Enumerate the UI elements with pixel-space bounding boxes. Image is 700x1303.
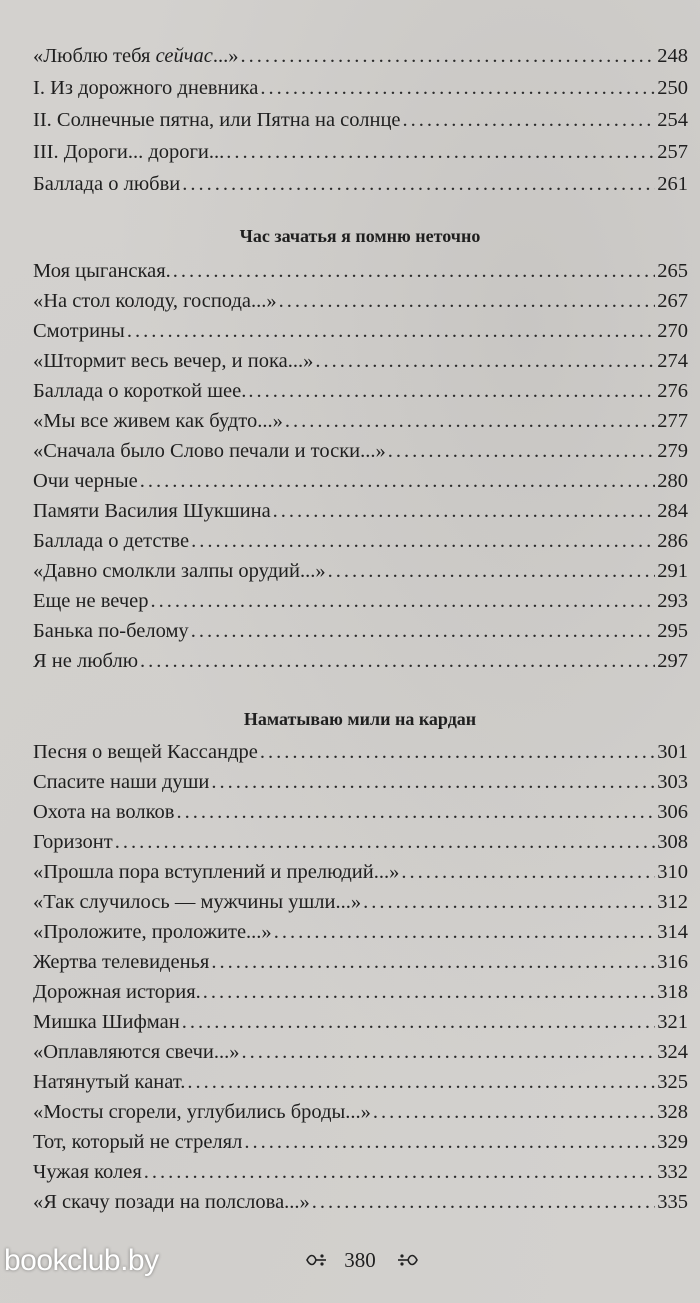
toc-entry-page: 295: [657, 620, 688, 642]
toc-leader-dots: [248, 375, 655, 407]
toc-leader-dots: [115, 826, 656, 858]
toc-entry: [33, 826, 688, 858]
toc-entry-title: «Сначала было Слово печали и тоски...»: [33, 440, 386, 462]
toc-entry-title: Чужая колея: [33, 1161, 142, 1183]
toc-entry: [33, 136, 688, 168]
toc-entry-title: Очи черные: [33, 470, 138, 492]
toc-entry-page: 291: [657, 560, 688, 582]
toc-entry-title: Охота на волков: [33, 801, 175, 823]
toc-entry-title: Смотрины: [33, 320, 125, 342]
toc-entry-title: Я не люблю: [33, 650, 139, 672]
toc-leader-dots: [144, 1156, 655, 1188]
toc-entry-page: 328: [657, 1101, 688, 1123]
toc-entry-title: «Давно смолкли залпы орудий...»: [33, 560, 326, 582]
toc-entry-page: 257: [657, 141, 688, 163]
toc-entry-page: 329: [657, 1131, 688, 1153]
toc-entry: [33, 435, 688, 467]
toc-entry: [33, 285, 688, 317]
toc-entry-page: 303: [657, 771, 688, 793]
toc-entry: [33, 976, 688, 1008]
toc-leader-dots: [315, 345, 655, 377]
toc-leader-dots: [187, 1066, 655, 1098]
toc-leader-dots: [388, 435, 655, 467]
toc-entry: [33, 736, 688, 768]
toc-entry: [33, 465, 688, 497]
toc-entry-page: 280: [657, 470, 688, 492]
toc-entry: [33, 1096, 688, 1128]
toc-leader-dots: [363, 886, 655, 918]
toc-entry-title: «Штормит весь вечер, и пока...»: [33, 350, 314, 372]
section-heading: Час зачатья я помню неточно: [239, 226, 481, 246]
toc-entry-page: 324: [657, 1041, 688, 1063]
toc-entry-page: 274: [657, 350, 688, 372]
toc-leader-dots: [285, 405, 655, 437]
toc-entry-page: 248: [657, 45, 688, 67]
toc-entry: [33, 1066, 688, 1098]
toc-entry-title: Баллада о короткой шее.: [33, 380, 247, 402]
toc-entry-page: 310: [657, 861, 688, 883]
toc-leader-dots: [328, 555, 656, 587]
toc-entry: [33, 104, 688, 136]
toc-entry: [33, 255, 688, 287]
toc-leader-dots: [176, 796, 655, 828]
toc-entry-title: Еще не вечер: [33, 590, 149, 612]
toc-leader-dots: [279, 285, 656, 317]
toc-entry: [33, 495, 688, 527]
toc-entry-page: 276: [657, 380, 688, 402]
toc-leader-dots: [373, 1096, 655, 1128]
toc-entry-page: 250: [657, 77, 688, 99]
toc-leader-dots: [203, 976, 655, 1008]
toc-entry-title: Песня о вещей Кассандре: [33, 741, 258, 763]
toc-entry: [33, 1006, 688, 1038]
toc-entry-page: 308: [657, 831, 688, 853]
toc-entry-page: 335: [657, 1191, 688, 1213]
toc-entry: [33, 555, 688, 587]
toc-entry-title: «Оплавляются свечи...»: [33, 1041, 240, 1063]
section-heading: Наматываю мили на кардан: [243, 709, 477, 729]
toc-entry-page: 325: [657, 1071, 688, 1093]
toc-entry: [33, 1156, 688, 1188]
toc-entry: [33, 766, 688, 798]
toc-entry-page: 293: [657, 590, 688, 612]
toc-entry: [33, 856, 688, 888]
toc-entry-title: Спасите наши души: [33, 771, 210, 793]
toc-entry-page: 265: [657, 260, 688, 282]
toc-entry-title: Баллада о детстве: [33, 530, 190, 552]
toc-leader-dots: [127, 315, 655, 347]
toc-entry-title: «Прошла пора вступлений и прелюдий...»: [33, 861, 400, 883]
toc-entry-title: «Мосты сгорели, углубились броды...»: [33, 1101, 371, 1123]
watermark: bookclub.by: [4, 1244, 159, 1277]
toc-leader-dots: [312, 1186, 655, 1218]
toc-entry-page: 286: [657, 530, 688, 552]
floral-ornament-icon: [397, 1251, 419, 1269]
toc-entry: [33, 40, 688, 72]
toc-entry-title: Баллада о любви: [33, 173, 181, 195]
toc-entry: [33, 405, 688, 437]
toc-entry-page: 314: [657, 921, 688, 943]
toc-leader-dots: [260, 736, 655, 768]
toc-entry-title: I. Из дорожного дневника: [33, 77, 259, 99]
toc-entry-page: 318: [657, 981, 688, 1003]
toc-leader-dots: [151, 585, 656, 617]
toc-entry: [33, 315, 688, 347]
toc-entry-title: Моя цыганская.: [33, 260, 171, 282]
toc-entry: [33, 615, 688, 647]
toc-entry: [33, 796, 688, 828]
toc-entry-page: 284: [657, 500, 688, 522]
toc-leader-dots: [401, 856, 655, 888]
toc-entry-title: «Так случилось — мужчины ушли...»: [33, 891, 362, 913]
toc-entry: [33, 886, 688, 918]
toc-entry-page: 301: [657, 741, 688, 763]
toc-leader-dots: [191, 615, 656, 647]
toc-entry: [33, 168, 688, 200]
toc-entry: [33, 375, 688, 407]
toc-entry-title: Горизонт: [33, 831, 113, 853]
toc-entry: [33, 585, 688, 617]
toc-entry-title: «Люблю тебя сейчас...»: [33, 45, 239, 67]
toc-entry-page: 316: [657, 951, 688, 973]
toc-entry-title: Натянутый канат.: [33, 1071, 186, 1093]
toc-entry-page: 261: [657, 173, 688, 195]
toc-leader-dots: [191, 525, 655, 557]
toc-entry-title: Мишка Шифман: [33, 1011, 180, 1033]
toc-entry-page: 277: [657, 410, 688, 432]
toc-entry: [33, 1186, 688, 1218]
toc-leader-dots: [244, 1126, 655, 1158]
toc-entry: [33, 525, 688, 557]
toc-leader-dots: [173, 255, 655, 287]
toc-entry-page: 297: [657, 650, 688, 672]
toc-leader-dots: [241, 1036, 655, 1068]
toc-entry: [33, 72, 688, 104]
toc-entry: [33, 1036, 688, 1068]
toc-entry-title: «Я скачу позади на полслова...»: [33, 1191, 310, 1213]
toc-entry-page: 321: [657, 1011, 688, 1033]
toc-entry-page: 279: [657, 440, 688, 462]
toc-leader-dots: [226, 136, 655, 168]
toc-entry-title: «На стол колоду, господа...»: [33, 290, 277, 312]
toc-leader-dots: [403, 104, 656, 136]
toc-leader-dots: [241, 40, 656, 72]
toc-entry: [33, 1126, 688, 1158]
toc-entry-title: III. Дороги... дороги...: [33, 141, 225, 163]
toc-entry-title: Жертва телевиденья: [33, 951, 210, 973]
toc-entry-title: Тот, который не стрелял: [33, 1131, 243, 1153]
toc-entry-title: Дорожная история.: [33, 981, 201, 1003]
page-number: 380: [344, 1248, 376, 1272]
toc-entry-title: «Проложите, проложите...»: [33, 921, 272, 943]
toc-entry: [33, 345, 688, 377]
toc-entry: [33, 645, 688, 677]
toc-entry-page: 332: [657, 1161, 688, 1183]
toc-entry: [33, 946, 688, 978]
toc-leader-dots: [211, 766, 655, 798]
toc-leader-dots: [182, 1006, 656, 1038]
toc-entry-title: II. Солнечные пятна, или Пятна на солнце: [33, 109, 401, 131]
toc-leader-dots: [211, 946, 655, 978]
toc-entry-page: 270: [657, 320, 688, 342]
toc-entry-page: 254: [657, 109, 688, 131]
toc-leader-dots: [140, 645, 655, 677]
toc-leader-dots: [260, 72, 655, 104]
toc-entry-title: Банька по-белому: [33, 620, 189, 642]
toc-entry-page: 312: [657, 891, 688, 913]
toc-entry: [33, 916, 688, 948]
toc-leader-dots: [182, 168, 655, 200]
toc-entry-page: 267: [657, 290, 688, 312]
toc-leader-dots: [274, 916, 656, 948]
toc-leader-dots: [140, 465, 656, 497]
toc-entry-title: Памяти Василия Шукшина: [33, 500, 271, 522]
toc-leader-dots: [273, 495, 656, 527]
toc-entry-title: «Мы все живем как будто...»: [33, 410, 283, 432]
toc-entry-page: 306: [657, 801, 688, 823]
